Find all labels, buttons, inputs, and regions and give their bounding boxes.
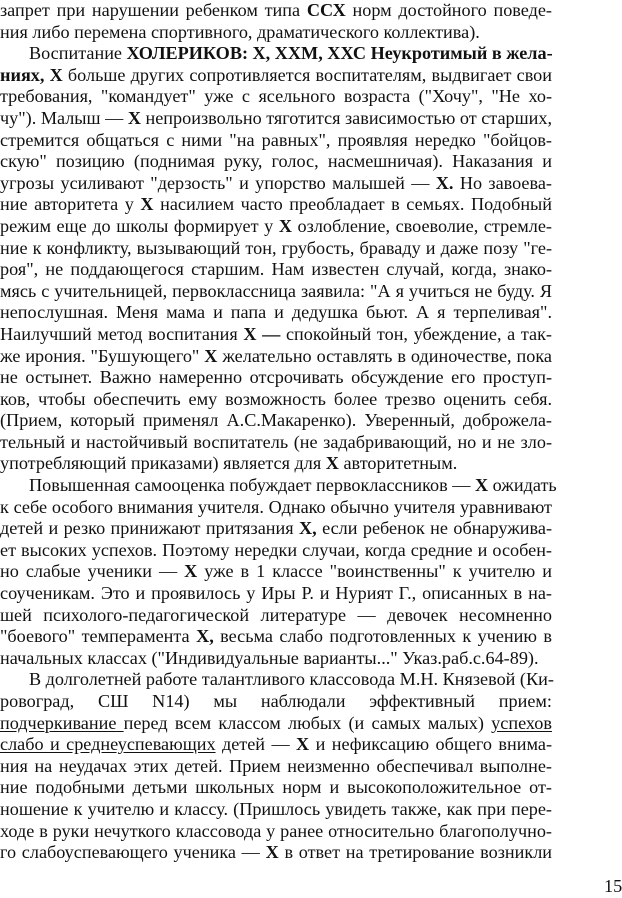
text-run: непослушная. Меня мама и папа и дедушка бьют. А я терпеливая". — [0, 302, 552, 323]
text-line — [0, 216, 552, 238]
bold-text: X — [184, 561, 198, 582]
text-line — [0, 194, 552, 216]
text-line — [0, 475, 557, 497]
text-run: Воспитание — [29, 43, 127, 64]
bold-text: X — [204, 345, 218, 366]
underlined-text: слабо и среднеуспевающих — [0, 734, 216, 755]
text-line — [0, 605, 552, 627]
bold-text: ХОЛЕРИКОВ: X, ХХМ, ХХС Неукротимый в жела- — [126, 43, 553, 64]
text-run: насилием часто преобладает в семьях. Подобный — [153, 194, 553, 215]
text-line — [0, 518, 552, 540]
bold-text: X — [325, 453, 339, 474]
text-line — [0, 86, 552, 108]
text-line — [0, 453, 552, 475]
text-line — [0, 734, 552, 756]
text-run: запрет при нарушении ребенком типа — [0, 0, 307, 20]
text-run: к себе особого внимания учителя. Однако обычно учителя уравнивают — [0, 496, 552, 517]
underlined-text: подчеркивание — [0, 712, 124, 733]
text-run: больше других сопротивляется воспитателям, выдвигает свои — [62, 64, 552, 85]
text-run: и нефиксацию общего внима- — [309, 734, 552, 755]
text-line — [0, 389, 552, 411]
text-run: стремится общаться с ними "на равных", проявляя нередко "бойцов- — [0, 129, 552, 150]
text-line — [0, 410, 552, 432]
text-line — [0, 0, 552, 22]
text-run: Но завоева- — [453, 172, 552, 193]
text-line — [0, 302, 552, 324]
bold-text: X, — [196, 626, 214, 647]
text-run: В долголетней работе талантливого классовода М.Н. Князевой (Ки- — [29, 669, 554, 690]
bold-text: X — [127, 107, 141, 128]
text-line — [0, 346, 552, 368]
bold-text: X — — [243, 323, 281, 344]
text-run: Повышенная самооценка побуждает первоклассников — — [29, 475, 475, 496]
text-run: ношение к учителю и классу. (Пришлось увидеть также, как при пере- — [0, 798, 552, 819]
text-run: употребляющий приказами) является для — [0, 453, 326, 474]
text-line — [0, 259, 552, 281]
bold-text: X, — [299, 518, 317, 539]
text-line — [0, 108, 552, 130]
text-run: не остынет. Важно намеренно отсрочивать обсуждение его проступ- — [0, 367, 552, 388]
text-run: ние к конфликту, вызывающий тон, грубость, браваду и даже позу "ге- — [0, 237, 552, 258]
text-run: ет высоких успехов. Поэтому нередки случаи, когда средние и особен- — [0, 539, 552, 560]
text-line — [0, 281, 552, 303]
text-line — [0, 713, 552, 735]
text-line — [0, 65, 552, 87]
text-run: желательно оставлять в одиночестве, пока — [217, 345, 552, 366]
text-line — [0, 561, 552, 583]
text-run: же ирония. "Бушующего" — [0, 345, 205, 366]
text-run: начальных классах ("Индивидуальные варианты..." Указ.раб.с.64-89). — [0, 647, 539, 668]
text-run: уже в 1 классе "воинственны" к учителю и — [197, 561, 552, 582]
text-run: угрозы усиливают "дерзость" и упорство малышей — — [0, 172, 436, 193]
text-run: тельный и настойчивый воспитатель (не задабривающий, но и не зло- — [0, 431, 552, 452]
text-line — [0, 43, 552, 65]
text-line — [0, 626, 552, 648]
text-run: норм достойного поведе- — [345, 0, 552, 20]
text-run: ния на неудачах этих детей. Прием неизменно обеспечивал выполне- — [0, 755, 552, 776]
text-run: (Прием, который применял А.С.Макаренко). Уверенный, доброжела- — [0, 410, 552, 431]
text-run: шей психолого-педагогической литературе — девочек несомненно — [0, 604, 552, 625]
bold-text: X. — [435, 172, 454, 193]
underlined-text: успехов — [491, 712, 552, 733]
text-run: спокойный тон, убеждение, а так- — [280, 323, 552, 344]
text-run: ние подобными детьми школьных норм и высокоположительное от- — [0, 777, 552, 798]
text-run: ков, чтобы обеспечить ему возможность более трезво оценить себя. — [0, 388, 552, 409]
text-line — [0, 130, 552, 152]
text-run: перед всем классом любых (и самых малых) — [123, 712, 492, 733]
text-run: роя", не поддающегося старшим. Нам известен случай, когда, знако- — [0, 259, 552, 280]
bold-text: X — [296, 734, 310, 755]
text-line — [0, 367, 552, 389]
text-run: режим еще до школы формирует у — [0, 215, 279, 236]
text-line — [0, 691, 552, 713]
text-line — [0, 324, 552, 346]
bold-text: ниях, X — [0, 64, 63, 85]
text-run: ния либо перемена спортивного, драматического коллектива). — [0, 21, 480, 42]
text-run: весьма слабо подготовленных к учению в — [213, 626, 552, 647]
bold-text: X — [265, 842, 279, 863]
text-line — [0, 648, 552, 670]
text-run: чу"). Малыш — — [0, 107, 128, 128]
text-line — [0, 173, 552, 195]
text-line — [0, 583, 552, 605]
text-run: если ребенок не обнаружива- — [316, 518, 553, 539]
text-run: озлобление, своеволие, стремле- — [291, 215, 552, 236]
bold-text: X — [140, 194, 154, 215]
text-run: ходе в руки нечуткого классовода у ранее относительно благополучно- — [0, 820, 552, 841]
bold-text: X — [278, 215, 292, 236]
text-line — [0, 756, 552, 778]
text-line — [0, 540, 552, 562]
text-line — [0, 238, 552, 260]
page-number: 15 — [604, 876, 622, 896]
text-line — [0, 22, 552, 44]
text-line — [0, 669, 552, 691]
text-run: детей — — [215, 734, 297, 755]
text-line — [0, 821, 552, 843]
text-run: "боевого" темперамента — [0, 626, 197, 647]
text-run: требования, "командует" уже с ясельного возраста ("Хочу", "Не хо- — [0, 86, 552, 107]
text-run: в ответ на третирование возникли — [278, 842, 553, 863]
text-run: го слабоуспевающего ученика — — [0, 842, 266, 863]
text-line — [0, 777, 552, 799]
text-line — [0, 497, 552, 519]
text-run: мясь с учительницей, первоклассница заявила: "А я учиться не буду. Я — [0, 280, 552, 301]
bold-text: ССХ — [306, 0, 346, 20]
text-run: ожидать — [488, 475, 557, 496]
text-run: Наилучший метод воспитания — [0, 323, 244, 344]
text-line — [0, 432, 552, 454]
text-run: ровоград, СШ N14) мы наблюдали эффективный прием: — [0, 691, 552, 711]
text-line — [0, 842, 552, 864]
text-run: но слабые ученики — — [0, 561, 185, 582]
text-run: ние авторитета у — [0, 194, 141, 215]
text-run: соученикам. Это и проявилось у Иры Р. и Нурият Г., описанных в на- — [0, 583, 552, 604]
text-run: непроизвольно тяготится зависимостью от старших, — [140, 107, 553, 128]
text-run: авторитетным. — [338, 453, 458, 474]
text-run: детей и резко принижают притязания — [0, 518, 300, 539]
text-run: скую" позицию (поднимая руку, голос, насмешничая). Наказания и — [0, 151, 552, 172]
text-line — [0, 799, 552, 821]
bold-text: X — [474, 475, 489, 496]
text-line — [0, 151, 552, 173]
